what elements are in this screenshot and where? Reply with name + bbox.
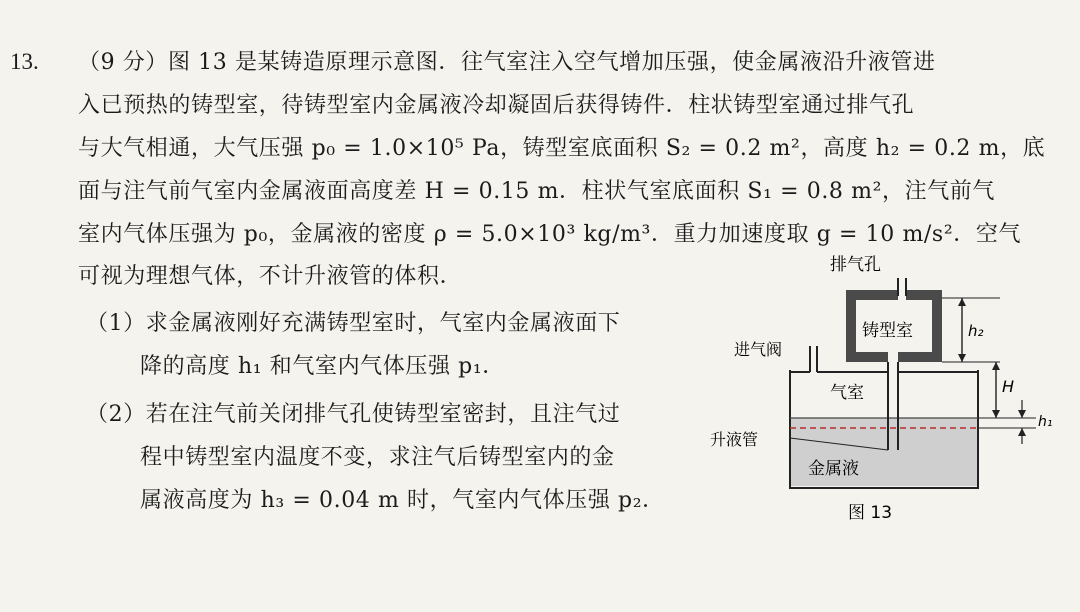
H-dimension (978, 362, 1000, 418)
inlet-valve-label: 进气阀 (734, 340, 783, 359)
subquestion-2-line: （2）若在注气前关闭排气孔使铸型室密封，且注气过 (86, 402, 621, 427)
molten-metal-label: 金属液 (808, 459, 859, 479)
figure-caption: 图 13 (848, 503, 893, 523)
question-text-line: 入已预热的铸型室，待铸型室内金属液冷却凝固后获得铸件．柱状铸型室通过排气孔 (78, 93, 915, 118)
subquestion-1-line: （1）求金属液刚好充满铸型室时，气室内金属液面下 (86, 311, 621, 336)
subquestion-2-line: 属液高度为 h₃ = 0.04 m 时，气室内气体压强 p₂． (140, 488, 665, 513)
riser-tube-label: 升液管 (710, 430, 759, 449)
h1-label: h₁ (1038, 414, 1053, 430)
mold-chamber-walls (846, 278, 942, 362)
casting-diagram (700, 250, 1080, 540)
question-text-line: 可视为理想气体，不计升液管的体积． (78, 264, 463, 289)
h1-dimension (978, 400, 1036, 444)
casting-diagram-svg (700, 250, 1080, 540)
H-label: H (1002, 377, 1015, 396)
gas-chamber-label: 气室 (830, 383, 864, 403)
question-text-line: 室内气体压强为 p₀，金属液的密度 ρ = 5.0×10³ kg/m³．重力加速度取 g = 10 m/s²．空气 (78, 222, 1022, 247)
subquestion-2-line: 程中铸型室内温度不变，求注气后铸型室内的金 (140, 445, 615, 470)
h2-label: h₂ (968, 322, 984, 340)
question-number: 13. (10, 49, 39, 74)
question-text-line: 面与注气前气室内金属液面高度差 H = 0.15 m．柱状气室底面积 S₁ = 0.8 m²，注气前气 (78, 179, 996, 204)
question-text-line: 与大气相通，大气压强 p₀ = 1.0×10⁵ Pa，铸型室底面积 S₂ = 0.2 m²，高度 h₂ = 0.2 m，底 (78, 136, 1046, 161)
mold-chamber-label: 铸型室 (862, 321, 913, 341)
question-text-line: （9 分）图 13 是某铸造原理示意图．往气室注入空气增加压强，使金属液沿升液管进 (78, 50, 936, 75)
inlet-valve (810, 346, 817, 372)
subquestion-1-line: 降的高度 h₁ 和气室内气体压强 p₁． (140, 354, 505, 379)
exhaust-hole-label: 排气孔 (830, 255, 881, 275)
